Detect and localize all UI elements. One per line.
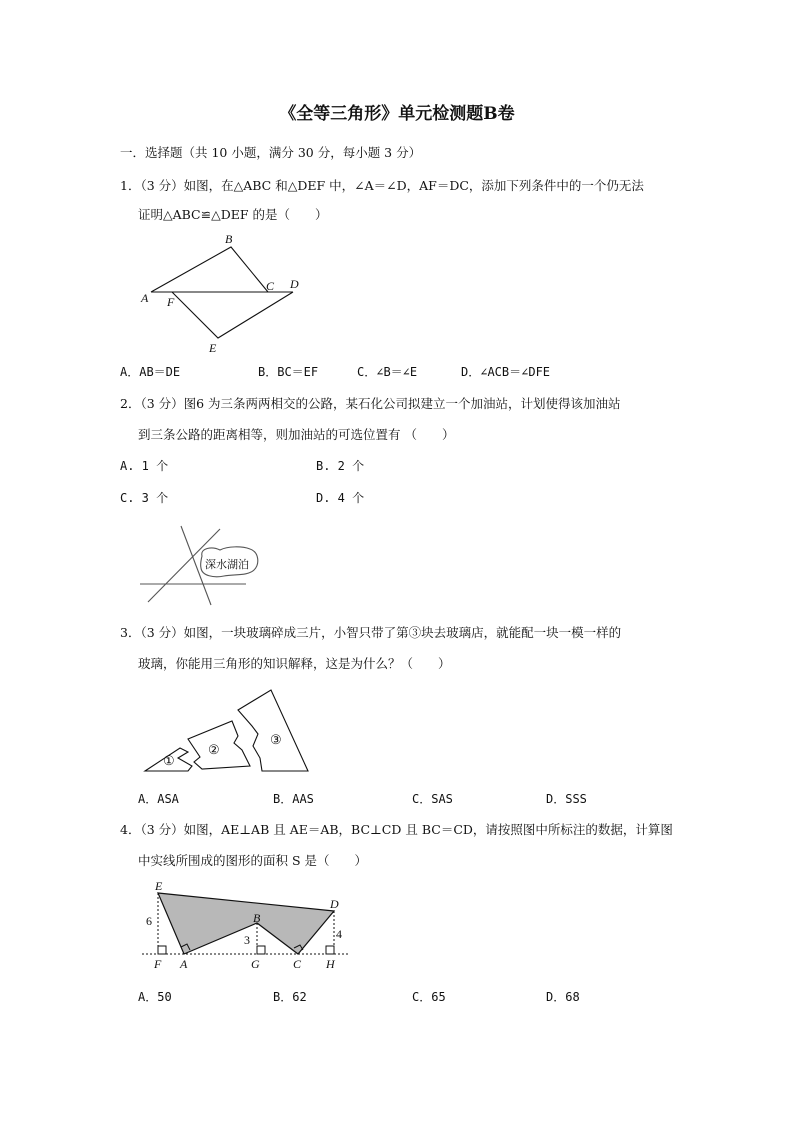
q1-text-line1: 1．（3 分）如图，在△ABC 和△DEF 中，∠A＝∠D，AF＝DC，添加下列条件中的一个仍无法 <box>120 178 644 193</box>
q4-label-h: H <box>326 957 335 971</box>
q3-piece-label-2: ② <box>208 742 220 757</box>
q4-option-b[interactable]: B．62 <box>273 990 307 1004</box>
q4-label-c: C <box>293 957 302 971</box>
q2-text-line2: 到三条公路的距离相等，则加油站的可选位置有 （ ） <box>138 427 455 442</box>
q1-option-b[interactable]: B．BC＝EF <box>258 365 319 379</box>
q2-option-a[interactable]: A. 1 个 <box>120 459 169 473</box>
q4-label-g: G <box>251 957 260 971</box>
q4-label-f: F <box>154 957 162 971</box>
q4-label-e: E <box>155 879 163 893</box>
q4-label-a: A <box>180 957 188 971</box>
q1-option-d[interactable]: D．∠ACB＝∠DFE <box>461 365 551 379</box>
q2-option-d[interactable]: D. 4 个 <box>316 491 365 505</box>
q4-text-line2: 中实线所围成的图形的面积 S 是（ ） <box>138 853 368 868</box>
q3-text-line1: 3．（3 分）如图，一块玻璃碎成三片，小智只带了第③块去玻璃店，就能配一块一模一样的 <box>120 625 622 640</box>
q1-triangle-def <box>172 292 293 338</box>
q3-option-c[interactable]: C．SAS <box>412 792 453 806</box>
q4-right-angle-g <box>257 946 265 954</box>
q4-figure <box>138 878 353 976</box>
q1-label-d: D <box>290 277 299 291</box>
q2-lake-label: 深水湖泊 <box>205 559 249 571</box>
q3-piece-label-3: ③ <box>270 732 282 747</box>
q4-length-4: 4 <box>336 927 342 941</box>
q2-text-line1: 2．（3 分）图6 为三条两两相交的公路，某石化公司拟建立一个加油站，计划使得该加油站 <box>120 396 621 411</box>
section-heading: 一．选择题（共 10 小题，满分 30 分，每小题 3 分） <box>120 145 422 160</box>
q1-figure <box>135 228 315 358</box>
q4-length-3: 3 <box>244 933 250 947</box>
page-title: 《全等三角形》单元检测题B卷 <box>279 104 515 124</box>
q4-length-6: 6 <box>146 914 152 928</box>
q3-piece-3 <box>238 690 308 771</box>
q1-option-a[interactable]: A．AB＝DE <box>120 365 181 379</box>
q4-text-line1: 4．（3 分）如图，AE⊥AB 且 AE＝AB，BC⊥CD 且 BC＝CD，请按照图中所标注的数据，计算图 <box>120 822 673 837</box>
q3-piece-label-1: ① <box>163 753 175 768</box>
q2-roads-figure <box>138 524 268 606</box>
q3-option-a[interactable]: A．ASA <box>138 792 179 806</box>
q4-label-d: D <box>330 897 339 911</box>
q1-text-line2: 证明△ABC≌△DEF 的是（ ） <box>138 207 328 222</box>
q4-option-a[interactable]: A．50 <box>138 990 172 1004</box>
q4-right-angle-f <box>158 946 166 954</box>
q3-text-line2: 玻璃，你能用三角形的知识解释，这是为什么？（ ） <box>138 656 451 671</box>
q4-label-b: B <box>253 911 261 925</box>
q3-option-b[interactable]: B．AAS <box>273 792 314 806</box>
q1-label-b: B <box>225 232 233 246</box>
q2-option-c[interactable]: C. 3 个 <box>120 491 169 505</box>
q1-triangle-abc <box>151 247 268 292</box>
q4-right-angle-h <box>326 946 334 954</box>
q1-label-f: F <box>167 295 175 309</box>
q3-glass-figure <box>140 686 320 776</box>
q1-label-a: A <box>141 291 149 305</box>
q1-label-c: C <box>266 279 275 293</box>
q1-label-e: E <box>209 341 217 355</box>
q2-option-b[interactable]: B. 2 个 <box>316 459 365 473</box>
q4-option-c[interactable]: C．65 <box>412 990 446 1004</box>
q1-option-c[interactable]: C．∠B＝∠E <box>357 365 418 379</box>
q4-option-d[interactable]: D．68 <box>546 990 580 1004</box>
q3-option-d[interactable]: D．SSS <box>546 792 587 806</box>
